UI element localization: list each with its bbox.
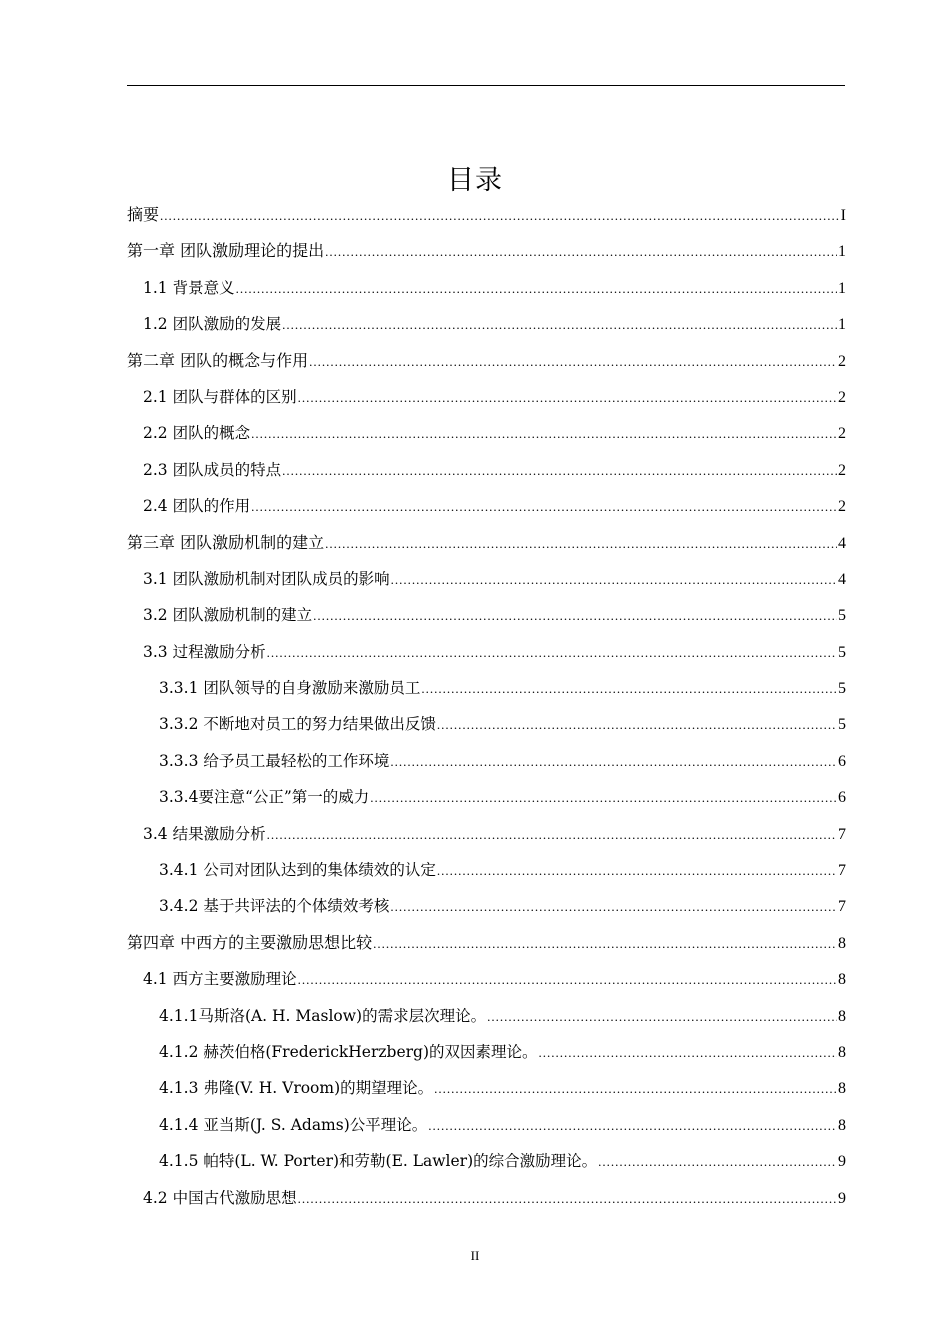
toc-entry[interactable] — [127, 1070, 846, 1106]
toc-entry-page: 8 — [838, 1080, 846, 1098]
toc-entry-label: 3.3.1 团队领导的自身激励来激励员工 — [159, 679, 421, 698]
toc-entry-label: 2.2 团队的概念 — [143, 424, 251, 443]
toc-leader-dots — [298, 962, 837, 998]
toc-entry-label: 3.4 结果激励分析 — [143, 824, 266, 843]
toc-leader-dots — [267, 817, 837, 853]
toc-leader-dots — [390, 889, 837, 925]
toc-entry-page: 5 — [838, 607, 846, 625]
toc-leader-dots — [487, 999, 837, 1035]
toc-entry[interactable] — [127, 1143, 846, 1179]
toc-entry[interactable] — [127, 852, 846, 888]
toc-entry[interactable] — [127, 961, 846, 997]
toc-entry[interactable] — [127, 452, 846, 488]
toc-entry-label: 2.4 团队的作用 — [143, 497, 251, 516]
toc-entry-page: 4 — [838, 534, 846, 552]
toc-entry-page: 8 — [838, 971, 846, 989]
toc-entry[interactable] — [127, 634, 846, 670]
toc-entry-label: 3.4.2 基于共评法的个体绩效考核 — [159, 897, 390, 916]
toc-entry[interactable] — [127, 270, 846, 306]
toc-leader-dots — [325, 526, 837, 562]
toc-entry-label: 3.4.1 公司对团队达到的集体绩效的认定 — [159, 861, 436, 880]
toc-entry-page: 7 — [838, 898, 846, 916]
toc-entry-page: 2 — [838, 425, 846, 443]
toc-entry-label: 3.2 团队激励机制的建立 — [143, 606, 313, 625]
toc-entry-page: 8 — [838, 1116, 846, 1134]
toc-entry-label: 4.1.2 赫茨伯格(FrederickHerzberg)的双因素理论。 — [159, 1042, 538, 1061]
toc-entry-page: 1 — [838, 279, 846, 297]
toc-entry[interactable] — [127, 816, 846, 852]
toc-entry[interactable] — [127, 706, 846, 742]
toc-entry-page: 8 — [838, 1007, 846, 1025]
toc-leader-dots — [160, 198, 840, 234]
toc-entry[interactable] — [127, 233, 846, 269]
toc-leader-dots — [539, 1035, 837, 1071]
toc-leader-dots — [236, 271, 837, 307]
toc-entry-page: 8 — [838, 934, 846, 952]
toc-entry[interactable] — [127, 1107, 846, 1143]
toc-entry-page: 2 — [838, 388, 846, 406]
toc-entry-label: 第三章 团队激励机制的建立 — [127, 532, 325, 552]
toc-leader-dots — [370, 780, 837, 816]
toc-leader-dots — [421, 671, 837, 707]
toc-leader-dots — [428, 1108, 837, 1144]
toc-entry[interactable] — [127, 743, 846, 779]
toc-entry-page: 8 — [838, 1043, 846, 1061]
toc-entry[interactable] — [127, 525, 846, 561]
toc-leader-dots — [251, 489, 837, 525]
toc-entry-page: 7 — [838, 862, 846, 880]
toc-entry-label: 2.1 团队与群体的区别 — [143, 387, 297, 406]
toc-entry-label: 3.1 团队激励机制对团队成员的影响 — [143, 569, 390, 588]
toc-entry-page: 2 — [838, 461, 846, 479]
toc-entry-label: 摘要 — [127, 205, 160, 224]
toc-entry[interactable] — [127, 1034, 846, 1070]
toc-entry-label: 4.1.4 亚当斯(J. S. Adams)公平理论。 — [159, 1115, 428, 1134]
toc-leader-dots — [313, 598, 837, 634]
toc-entry-page: I — [840, 207, 846, 224]
toc-entry[interactable] — [127, 1180, 846, 1216]
toc-leader-dots — [598, 1144, 837, 1180]
toc-leader-dots — [298, 1181, 837, 1217]
toc-leader-dots — [373, 926, 837, 962]
toc-entry[interactable] — [127, 888, 846, 924]
toc-title: 目录 — [447, 165, 503, 197]
toc-entry-page: 2 — [838, 352, 846, 370]
toc-entry[interactable] — [127, 343, 846, 379]
toc-entry-page: 9 — [838, 1153, 846, 1171]
toc-leader-dots — [437, 853, 837, 889]
toc-entry-page: 7 — [838, 825, 846, 843]
header-rule — [127, 85, 845, 86]
toc-entry-label: 3.3.2 不断地对员工的努力结果做出反馈 — [159, 715, 436, 734]
toc-entry-page: 5 — [838, 643, 846, 661]
table-of-contents — [127, 197, 846, 1216]
toc-entry-page: 9 — [838, 1189, 846, 1207]
toc-entry-page: 6 — [838, 789, 846, 807]
toc-entry-label: 4.1 西方主要激励理论 — [143, 970, 297, 989]
toc-leader-dots — [391, 562, 837, 598]
toc-leader-dots — [267, 635, 837, 671]
toc-leader-dots — [437, 707, 837, 743]
toc-entry[interactable] — [127, 379, 846, 415]
toc-leader-dots — [282, 307, 837, 343]
toc-entry-page: 1 — [838, 316, 846, 334]
toc-entry[interactable] — [127, 306, 846, 342]
toc-entry[interactable] — [127, 925, 846, 961]
toc-entry-label: 3.3 过程激励分析 — [143, 642, 266, 661]
toc-entry-label: 第一章 团队激励理论的提出 — [127, 241, 325, 261]
toc-entry-page: 2 — [838, 498, 846, 516]
toc-entry-label: 4.1.5 帕特(L. W. Porter)和劳勒(E. Lawler)的综合激励理论。 — [159, 1152, 598, 1171]
toc-entry-label: 3.3.4要注意“公正”第一的威力 — [159, 788, 370, 807]
toc-entry-label: 1.1 背景意义 — [143, 278, 235, 297]
toc-leader-dots — [298, 380, 837, 416]
toc-entry[interactable] — [127, 488, 846, 524]
toc-entry-page: 1 — [838, 243, 846, 261]
toc-entry-label: 1.2 团队激励的发展 — [143, 315, 282, 334]
toc-entry[interactable] — [127, 779, 846, 815]
page-number: II — [470, 1248, 480, 1263]
toc-leader-dots — [251, 416, 837, 452]
toc-entry-page: 6 — [838, 752, 846, 770]
toc-entry-page: 5 — [838, 680, 846, 698]
toc-entry[interactable] — [127, 415, 846, 451]
toc-entry-page: 4 — [838, 570, 846, 588]
toc-leader-dots — [282, 453, 837, 489]
toc-entry-label: 4.1.1马斯洛(A. H. Maslow)的需求层次理论。 — [159, 1006, 487, 1025]
toc-leader-dots — [434, 1071, 837, 1107]
toc-entry-label: 2.3 团队成员的特点 — [143, 460, 282, 479]
toc-entry-label: 4.2 中国古代激励思想 — [143, 1188, 297, 1207]
toc-entry-label: 第四章 中西方的主要激励思想比较 — [127, 932, 373, 952]
toc-entry-label: 第二章 团队的概念与作用 — [127, 350, 309, 370]
toc-entry[interactable] — [127, 197, 846, 233]
toc-leader-dots — [309, 344, 837, 380]
toc-entry-label: 3.3.3 给予员工最轻松的工作环境 — [159, 751, 390, 770]
toc-entry-label: 4.1.3 弗隆(V. H. Vroom)的期望理论。 — [159, 1079, 434, 1098]
toc-entry[interactable] — [127, 561, 846, 597]
toc-leader-dots — [390, 744, 837, 780]
toc-entry[interactable] — [127, 597, 846, 633]
toc-entry-page: 5 — [838, 716, 846, 734]
toc-entry[interactable] — [127, 670, 846, 706]
toc-entry[interactable] — [127, 998, 846, 1034]
toc-leader-dots — [325, 234, 837, 270]
